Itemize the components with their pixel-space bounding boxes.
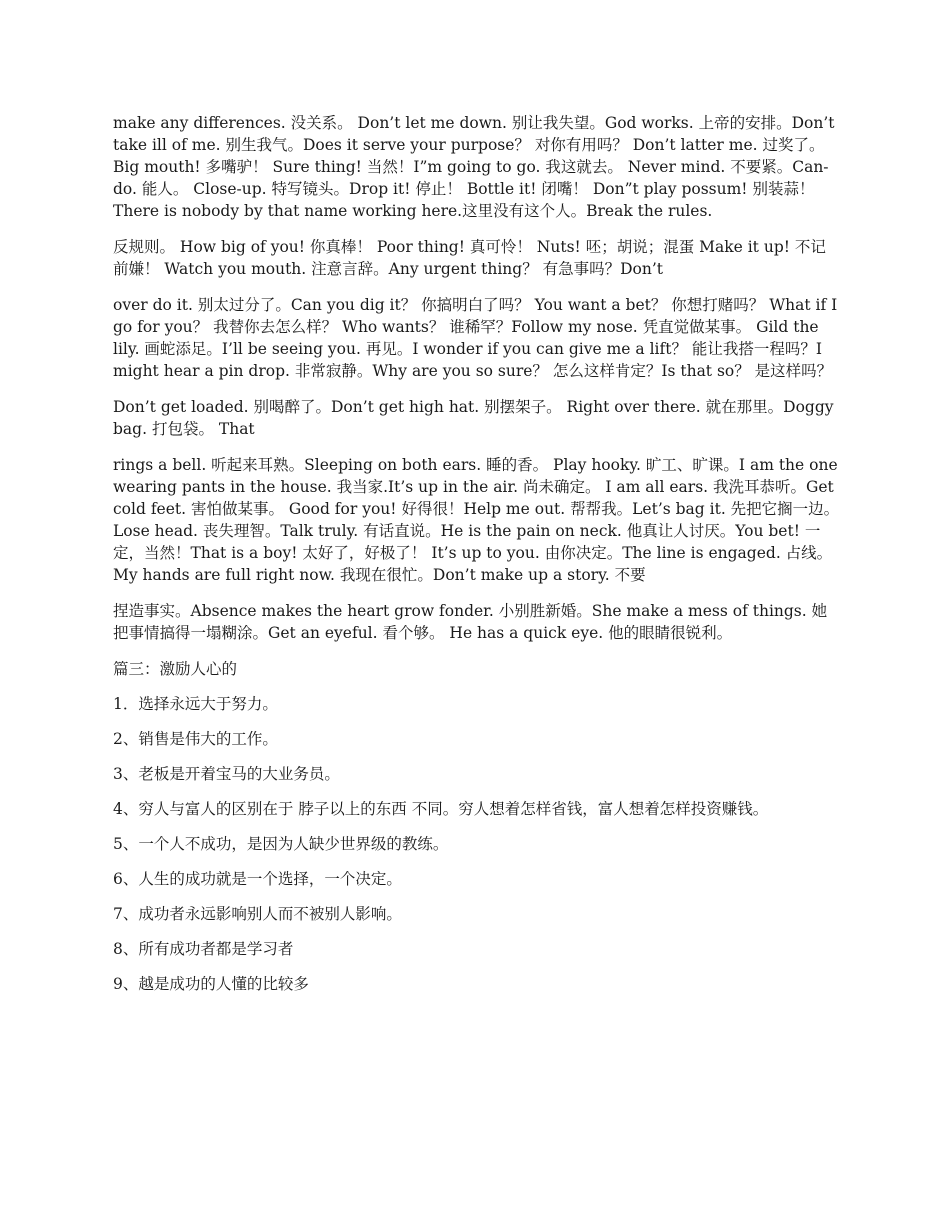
list-item: 5、一个人不成功，是因为人缺少世界级的教练。 (113, 835, 449, 853)
list-item: 8、所有成功者都是学习者 (113, 940, 294, 958)
paragraph-4: Don’t get loaded. 别喝醉了。Don’t get high hat. 别摆架子。 Right over there. 就在那里。Doggy bag. 打包袋。 That (113, 398, 834, 438)
paragraph-1: make any differences. 没关系。 Don’t let me down. 别让我失望。God works. 上帝的安排。Don’t take ill of me. 别生我气。Does it serve your purpose？ 对你有用吗？ Don’t latter me. 过奖了。Big mouth! 多嘴驴！ Sure thing! 当然！I”m going to go. 我这就去。 Never mind. 不要紧。Can-do. 能人。 Close-up. 特写镜头。Drop it! 停止！ Bottle it! 闭嘴！ Don”t play possum! 别装蒜！There is nobody by that name working here.这里没有这个人。Break the rules. (113, 114, 835, 220)
list-item: 4、穷人与富人的区别在于 脖子以上的东西 不同。穷人想着怎样省钱，富人想着怎样投资赚钱。 (113, 800, 769, 818)
paragraph-5: rings a bell. 听起来耳熟。Sleeping on both ears. 睡的香。 Play hooky. 旷工、旷课。I am the one wearing pants in the house. 我当家.It’s up in the air. 尚未确定。 I am all ears. 我洗耳恭听。Get cold feet. 害怕做某事。 Good for you! 好得很！Help me out. 帮帮我。Let’s bag it. 先把它搁一边。Lose head. 丧失理智。Talk truly. 有话直说。He is the pain on neck. 他真让人讨厌。You bet! 一定，当然！That is a boy! 太好了，好极了！ It’s up to you. 由你决定。The line is engaged. 占线。My hands are full right now. 我现在很忙。Don’t make up a story. 不要 (113, 456, 840, 584)
list-item: 9、越是成功的人懂的比较多 (113, 975, 309, 993)
paragraph-2: 反规则。 How big of you! 你真棒！ Poor thing! 真可怜！ Nuts! 呸；胡说；混蛋 Make it up! 不记前嫌！ Watch you mouth. 注意言辞。Any urgent thing？ 有急事吗？Don’t (113, 238, 826, 278)
list-item: 2、销售是伟大的工作。 (113, 730, 278, 748)
document-page (113, 112, 840, 1008)
list-item: 6、人生的成功就是一个选择，一个决定。 (113, 870, 402, 888)
paragraph-6: 捏造事实。Absence makes the heart grow fonder. 小别胜新婚。She make a mess of things. 她把事情搞得一塌糊涂。Get an eyeful. 看个够。 He has a quick eye. 他的眼睛很锐利。 (113, 602, 828, 642)
list-item: 7、成功者永远影响别人而不被别人影响。 (113, 905, 402, 923)
paragraph-3: over do it. 别太过分了。Can you dig it？ 你搞明白了吗？ You want a bet？ 你想打赌吗？ What if I go for you？ 我替你去怎么样？ Who wants？ 谁稀罕？Follow my nose. 凭直觉做某事。 Gild the lily. 画蛇添足。I’ll be seeing you. 再见。I wonder if you can give me a lift？ 能让我搭一程吗？I might hear a pin drop. 非常寂静。Why are you so sure？ 怎么这样肯定？Is that so？ 是这样吗？ (113, 296, 838, 380)
section-title: 篇三：激励人心的 (113, 660, 238, 678)
list-item: 3、老板是开着宝马的大业务员。 (113, 765, 340, 783)
list-item: 1．选择永远大于努力。 (113, 695, 278, 713)
